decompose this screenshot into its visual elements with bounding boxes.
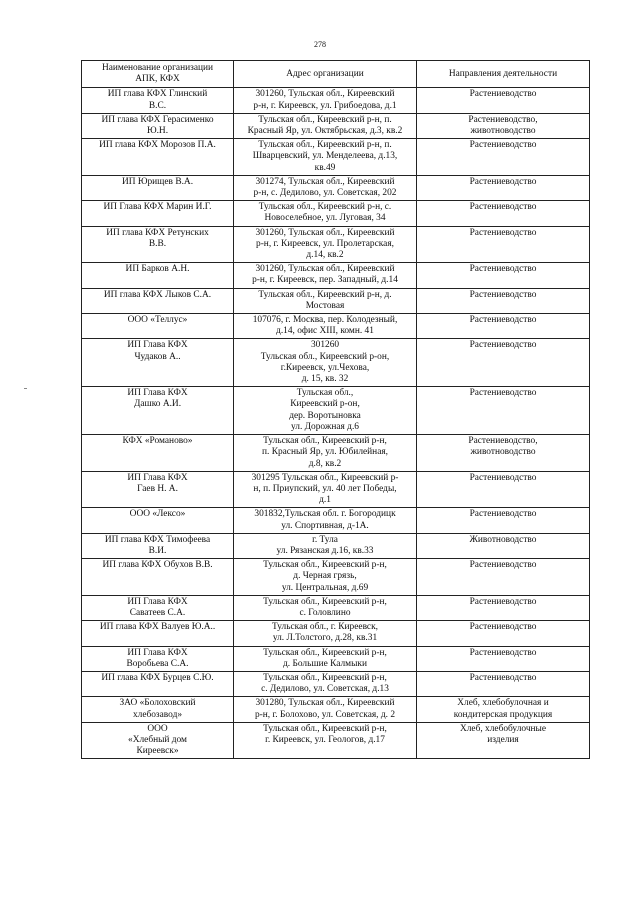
organization-name-cell <box>82 595 234 620</box>
activity-cell <box>417 621 590 646</box>
activity-cell <box>417 263 590 288</box>
cell-line: ул. Дорожная д.6 <box>291 421 359 432</box>
activity-cell <box>417 471 590 508</box>
cell-line: Тульская обл., Киреевский р-н, с. <box>258 202 392 213</box>
organization-name-cell <box>82 314 234 339</box>
header-organization-name <box>82 61 234 88</box>
cell-line: ООО «Теллус» <box>127 315 188 326</box>
table-row <box>82 722 590 759</box>
activity-cell <box>417 508 590 533</box>
cell-line: н, п. Приупский, ул. 40 лет Победы, <box>253 483 397 494</box>
activity-cell <box>417 435 590 472</box>
organization-name-cell <box>82 288 234 313</box>
cell-line: р-н, г. Киреевск, пер. Западный, д.14 <box>252 275 398 286</box>
table-row <box>82 201 590 226</box>
header-address <box>234 61 417 88</box>
cell-line: д.14, офис XIII, комн. 41 <box>276 326 374 337</box>
activity-cell <box>417 288 590 313</box>
table-row <box>82 471 590 508</box>
cell-line: Растениеводство <box>469 672 537 683</box>
organization-name-cell <box>82 671 234 696</box>
table-row <box>82 621 590 646</box>
organization-name-cell <box>82 646 234 671</box>
address-cell <box>234 288 417 313</box>
cell-line: Новоселебное, ул. Луговая, 34 <box>264 213 386 224</box>
cell-line: животноводство <box>470 126 536 137</box>
address-cell <box>234 88 417 113</box>
organization-name-cell <box>82 339 234 387</box>
cell-line: д. 15, кв. 32 <box>301 374 349 385</box>
cell-line: Растениеводство <box>469 622 537 633</box>
address-cell <box>234 387 417 435</box>
table-row <box>82 508 590 533</box>
address-cell <box>234 263 417 288</box>
organization-name-cell <box>82 201 234 226</box>
cell-line: ИП Глава КФХ <box>127 340 188 351</box>
cell-line: 107076, г. Москва, пер. Колодезный, <box>252 315 398 326</box>
table-row <box>82 559 590 596</box>
cell-line: Растениеводство <box>469 560 537 571</box>
cell-line: дер. Воротыновка <box>289 410 361 421</box>
organization-name-cell <box>82 226 234 263</box>
cell-line: кондитерская продукция <box>453 709 553 720</box>
organization-name-cell <box>82 435 234 472</box>
table-row <box>82 175 590 200</box>
address-cell <box>234 471 417 508</box>
organization-name-cell <box>82 621 234 646</box>
cell-line: ИП Глава КФХ <box>127 647 188 658</box>
activity-cell <box>417 722 590 759</box>
address-cell <box>234 113 417 138</box>
cell-line: р-н, г. Болохово, ул. Советская, д. 2 <box>254 709 396 720</box>
cell-line: г. Киреевск, ул. Геологов, д.17 <box>265 734 385 745</box>
table-row <box>82 226 590 263</box>
header-line: АПК, КФХ <box>135 74 180 85</box>
header-row <box>82 61 590 88</box>
organization-name-cell <box>82 139 234 176</box>
header-line: Адрес организации <box>286 68 364 79</box>
activity-cell <box>417 113 590 138</box>
cell-line: Тульская обл., г. Киреевск, <box>272 622 378 633</box>
cell-line: Мостовая <box>305 300 345 311</box>
organization-name-cell <box>82 387 234 435</box>
address-cell <box>234 175 417 200</box>
cell-line: ИП глава КФХ Валуев Ю.А.. <box>99 622 216 633</box>
cell-line: Тульская обл., Киреевский р-н, <box>263 647 387 658</box>
margin-mark <box>24 388 27 389</box>
cell-line: ИП глава КФХ Тимофеева <box>104 534 211 545</box>
cell-line: Гаев Н. А. <box>137 483 178 494</box>
cell-line: ИП Юрищев В.А. <box>121 176 194 187</box>
address-cell <box>234 226 417 263</box>
address-cell <box>234 339 417 387</box>
cell-line: 301832,Тульская обл. г. Богородицк <box>254 509 396 520</box>
cell-line: Растениеводство <box>469 202 537 213</box>
address-cell <box>234 435 417 472</box>
cell-line: ул. Л.Толстого, д.28, кв.31 <box>272 633 378 644</box>
cell-line: ИП глава КФХ Морозов П.А. <box>99 140 216 151</box>
organization-name-cell <box>82 722 234 759</box>
table-row <box>82 671 590 696</box>
cell-line: Растениеводство <box>469 176 537 187</box>
cell-line: «Хлебный дом <box>128 734 187 745</box>
cell-line: Хлеб, хлебобулочные <box>459 723 547 734</box>
cell-line: КФХ «Романово» <box>122 436 193 447</box>
cell-line: Растениеводство <box>469 509 537 520</box>
cell-line: 301260, Тульская обл., Киреевский <box>255 264 395 275</box>
cell-line: 301295 Тульская обл., Киреевский р- <box>251 472 399 483</box>
address-cell <box>234 533 417 558</box>
cell-line: д.8, кв.2 <box>308 458 342 469</box>
table-row <box>82 595 590 620</box>
cell-line: Хлеб, хлебобулочная и <box>457 698 549 709</box>
cell-line: ИП глава КФХ Ретунских <box>106 227 209 238</box>
address-cell <box>234 595 417 620</box>
activity-cell <box>417 697 590 722</box>
activity-cell <box>417 533 590 558</box>
cell-line: Тульская обл., Киреевский р-н, п. <box>258 114 392 125</box>
organizations-table <box>81 60 590 759</box>
cell-line: Шварцевский, ул. Менделеева, д.13, <box>252 151 398 162</box>
table-row <box>82 314 590 339</box>
cell-line: Растениеводство <box>469 227 537 238</box>
cell-line: п. Красный Яр, ул. Юбилейная, <box>261 447 389 458</box>
cell-line: ИП Барков А.Н. <box>125 264 190 275</box>
cell-line: Саватеев С.А. <box>129 607 186 618</box>
cell-line: Тульская обл., Киреевский р-н, <box>263 672 387 683</box>
cell-line: ИП глава КФХ Лыков С.А. <box>103 289 212 300</box>
cell-line: кв.49 <box>314 162 336 173</box>
page-number: 278 <box>314 40 326 49</box>
address-cell <box>234 559 417 596</box>
cell-line: изделия <box>487 734 519 745</box>
table-row <box>82 697 590 722</box>
cell-line: ИП глава КФХ Глинский <box>107 89 208 100</box>
activity-cell <box>417 387 590 435</box>
cell-line: Красный Яр, ул. Октябрьская, д.3, кв.2 <box>247 126 403 137</box>
table-row <box>82 387 590 435</box>
cell-line: Растениеводство <box>469 472 537 483</box>
organization-name-cell <box>82 508 234 533</box>
cell-line: д. Черная грязь, <box>293 571 357 582</box>
activity-cell <box>417 671 590 696</box>
cell-line: ул. Спортивная, д-1А. <box>281 520 369 531</box>
cell-line: Киреевск» <box>136 746 179 757</box>
cell-line: Тульская обл., Киреевский р-н, <box>263 596 387 607</box>
cell-line: Киреевский р-он, <box>290 399 360 410</box>
cell-line: Тульская обл., Киреевский р-н, <box>263 723 387 734</box>
cell-line: В.В. <box>148 238 167 249</box>
organization-name-cell <box>82 113 234 138</box>
organization-name-cell <box>82 263 234 288</box>
address-cell <box>234 621 417 646</box>
cell-line: ООО <box>147 723 168 734</box>
cell-line: Тульская обл., Киреевский р-н, д. <box>258 289 392 300</box>
organization-name-cell <box>82 175 234 200</box>
header-activity <box>417 61 590 88</box>
cell-line: Растениеводство <box>469 289 537 300</box>
cell-line: ул. Рязанская д.16, кв.33 <box>276 545 374 556</box>
cell-line: Растениеводство <box>469 388 537 399</box>
address-cell <box>234 722 417 759</box>
table-row <box>82 646 590 671</box>
cell-line: д.1 <box>319 495 331 506</box>
cell-line: Растениеводство, <box>468 114 538 125</box>
cell-line: ИП Глава КФХ <box>127 388 188 399</box>
cell-line: ИП глава КФХ Обухов В.В. <box>102 560 213 571</box>
cell-line: Растениеводство <box>469 264 537 275</box>
activity-cell <box>417 339 590 387</box>
address-cell <box>234 508 417 533</box>
cell-line: 301280, Тульская обл., Киреевский <box>255 698 395 709</box>
activity-cell <box>417 175 590 200</box>
organization-name-cell <box>82 697 234 722</box>
cell-line: Тульская обл., <box>296 388 354 399</box>
address-cell <box>234 646 417 671</box>
cell-line: Воробьева С.А. <box>126 658 189 669</box>
cell-line: Растениеводство <box>469 596 537 607</box>
cell-line: ИП глава КФХ Герасименко <box>101 114 214 125</box>
cell-line: ЗАО «Болоховский <box>119 698 196 709</box>
cell-line: Растениеводство <box>469 340 537 351</box>
cell-line: Ю.Н. <box>146 126 169 137</box>
activity-cell <box>417 559 590 596</box>
table-row <box>82 435 590 472</box>
cell-line: Животноводство <box>469 534 537 545</box>
table-row <box>82 533 590 558</box>
cell-line: Тульская обл., Киреевский р-н, <box>263 560 387 571</box>
cell-line: Дашко А.И. <box>133 399 182 410</box>
address-cell <box>234 671 417 696</box>
cell-line: 301260 <box>310 340 340 351</box>
cell-line: Растениеводство <box>469 315 537 326</box>
cell-line: г.Киреевск, ул.Чехова, <box>280 362 370 373</box>
cell-line: Растениеводство <box>469 647 537 658</box>
cell-line: д. Большие Калмыки <box>283 658 367 669</box>
cell-line: В.И. <box>148 545 167 556</box>
activity-cell <box>417 139 590 176</box>
cell-line: г. Тула <box>312 534 338 545</box>
activity-cell <box>417 226 590 263</box>
activity-cell <box>417 646 590 671</box>
cell-line: ИП Глава КФХ <box>127 596 188 607</box>
activity-cell <box>417 88 590 113</box>
table-row <box>82 263 590 288</box>
cell-line: Чудаков А.. <box>134 351 181 362</box>
organization-name-cell <box>82 533 234 558</box>
cell-line: с. Головлино <box>299 607 351 618</box>
activity-cell <box>417 201 590 226</box>
table-row <box>82 88 590 113</box>
cell-line: д.14, кв.2 <box>306 250 344 261</box>
organization-name-cell <box>82 88 234 113</box>
organization-name-cell <box>82 471 234 508</box>
cell-line: Тульская обл., Киреевский р-н, п. <box>258 140 392 151</box>
cell-line: В.С. <box>148 100 167 111</box>
cell-line: животноводство <box>470 447 536 458</box>
cell-line: Тульская обл., Киреевский р-он, <box>260 351 390 362</box>
cell-line: Растениеводство <box>469 140 537 151</box>
address-cell <box>234 314 417 339</box>
cell-line: 301260, Тульская обл., Киреевский <box>255 89 395 100</box>
activity-cell <box>417 595 590 620</box>
address-cell <box>234 139 417 176</box>
cell-line: ИП глава КФХ Бурцев С.Ю. <box>101 672 214 683</box>
cell-line: ООО «Лексо» <box>129 509 186 520</box>
cell-line: р-н, г. Киреевск, ул. Пролетарская, <box>256 238 394 249</box>
cell-line: с. Дедилово, ул. Советская, д.13 <box>261 684 389 695</box>
organization-name-cell <box>82 559 234 596</box>
header-line: Направления деятельности <box>448 68 558 79</box>
activity-cell <box>417 314 590 339</box>
table-row <box>82 288 590 313</box>
cell-line: ИП Глава КФХ <box>127 472 188 483</box>
cell-line: Растениеводство <box>469 89 537 100</box>
cell-line: ИП Глава КФХ Марин И.Г. <box>103 202 212 213</box>
cell-line: Тульская обл., Киреевский р-н, <box>263 436 387 447</box>
table-body <box>82 88 590 759</box>
address-cell <box>234 201 417 226</box>
cell-line: р-н, с. Дедилово, ул. Советская, 202 <box>253 188 397 199</box>
cell-line: 301274, Тульская обл., Киреевский <box>255 176 395 187</box>
table-row <box>82 113 590 138</box>
table-row <box>82 339 590 387</box>
cell-line: Растениеводство, <box>468 436 538 447</box>
cell-line: 301260, Тульская обл., Киреевский <box>255 227 395 238</box>
table-row <box>82 139 590 176</box>
table-header <box>82 61 590 88</box>
cell-line: хлебозавод» <box>132 709 183 720</box>
cell-line: р-н, г. Киреевск, ул. Грибоедова, д.1 <box>253 100 397 111</box>
address-cell <box>234 697 417 722</box>
header-line: Наименование организации <box>101 63 214 73</box>
cell-line: ул. Центральная, д.69 <box>281 582 369 593</box>
